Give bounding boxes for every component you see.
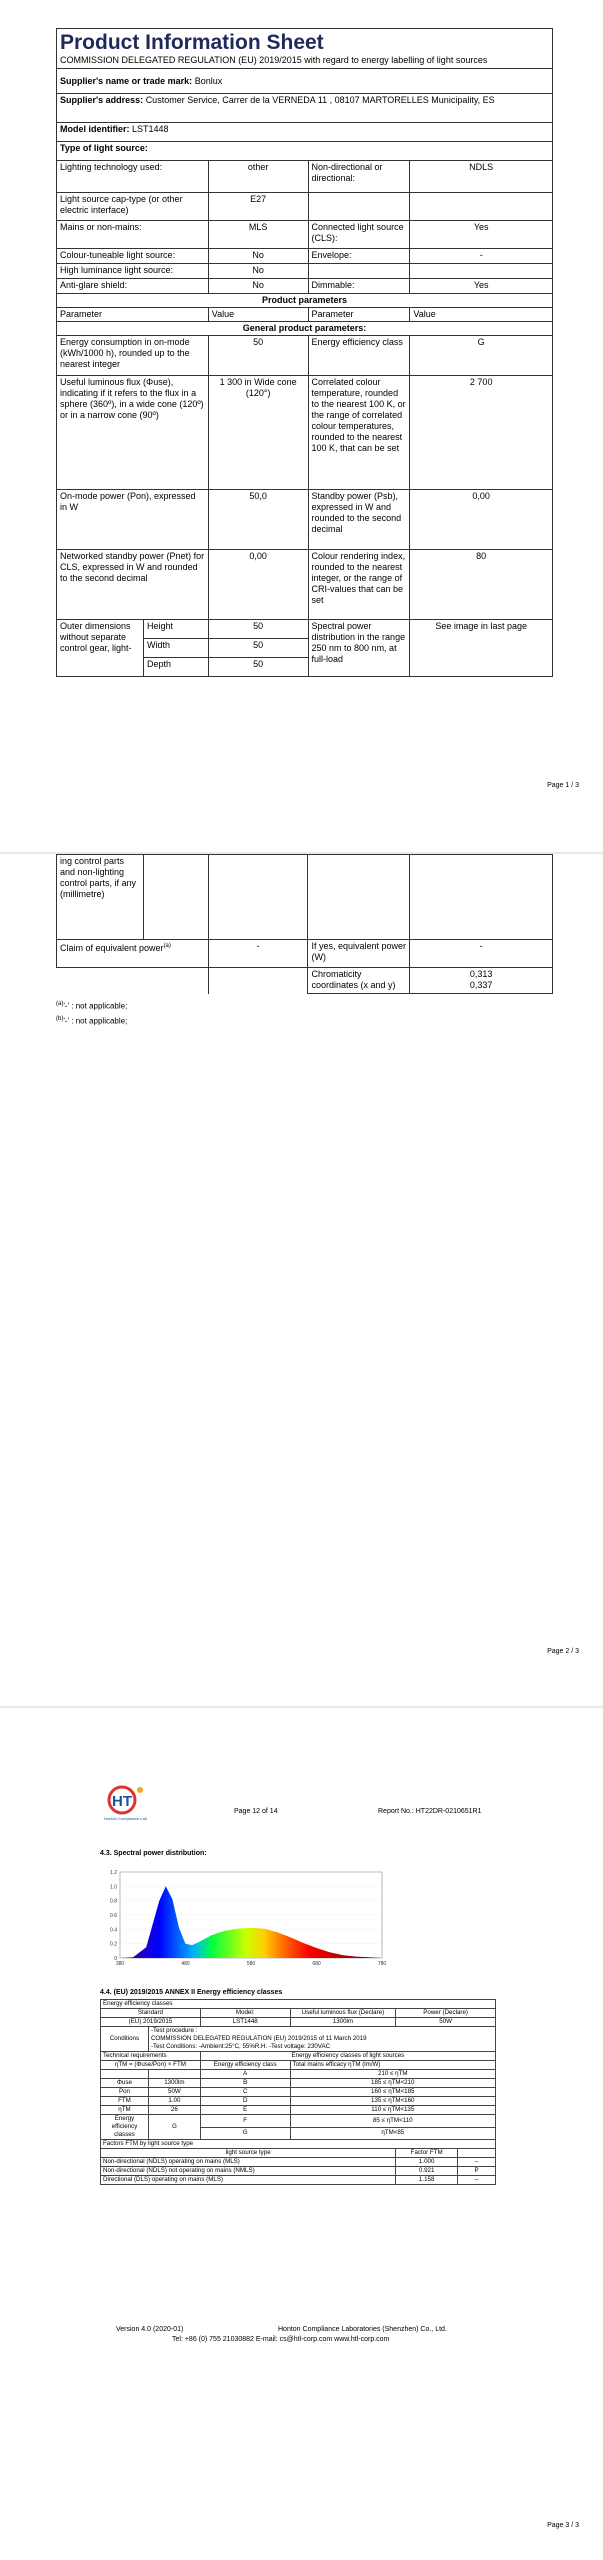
class-row: D — [200, 2097, 290, 2106]
supplier-name-label: Supplier's name or trade mark: — [60, 75, 193, 86]
net-standby-value: 0,00 — [208, 550, 308, 620]
regulation-text: COMMISSION DELEGATED REGULATION (EU) 2019/2015 with regard to energy labelling of light sources — [60, 55, 488, 65]
connected-value: Yes — [410, 221, 553, 249]
outer-dimensions-label: Outer dimensions without separate control gear, light- — [57, 620, 144, 676]
class-row: E — [200, 2106, 290, 2115]
y-tick-label: 0 — [114, 1956, 117, 1962]
equiv-claim-label: Claim of equivalent power — [60, 943, 164, 953]
factors-title: Factors FTM by light source type — [101, 2140, 496, 2149]
page-1 — [0, 0, 603, 852]
param-value: 1.00 — [148, 2097, 200, 2106]
footer-version: Version 4.0 (2020-01) — [116, 2326, 184, 2333]
footer-company: Honton Compliance Laboratories (Shenzhen) Co., Ltd. — [278, 2326, 447, 2333]
power-label: Power (Declare) — [396, 2009, 496, 2018]
col-param-2: Parameter — [308, 308, 410, 322]
directional-value: NDLS — [410, 161, 553, 193]
factor-type: Directional (DLS) operating on mains (MLS) — [101, 2176, 396, 2185]
factor-mark: P — [458, 2167, 496, 2176]
outer-dimensions-cont: ing control parts and non-lighting control parts, if any (millimetre) — [57, 855, 144, 939]
formula: ηTM = (Φuse/Pon) × FTM — [101, 2061, 201, 2070]
conditions-label: Conditions — [101, 2027, 149, 2052]
param-name: Pon — [101, 2088, 149, 2097]
svg-text:HT: HT — [112, 1793, 132, 1810]
class-range: 85 ≤ ηTM<110 — [290, 2115, 495, 2128]
class-row: B — [200, 2079, 290, 2088]
lighting-tech-value: other — [208, 161, 308, 193]
product-info-table — [56, 68, 553, 677]
company-logo — [100, 1782, 160, 1824]
tech-req-label: Technical requirements — [101, 2052, 201, 2061]
flux-label: Useful luminous flux (Φuse), indicating if it refers to the flux in a sphere (360º), in a wide cone (120º) or in a narrow cone (90º) — [57, 376, 209, 490]
on-power-label: On-mode power (Pon), expressed in W — [57, 490, 209, 550]
page-number: Page 1 / 3 — [547, 782, 579, 789]
x-tick-label: 780 — [377, 1961, 387, 1967]
height-label: Height — [144, 620, 208, 638]
standby-label: Standby power (Psb), expressed in W and rounded to the second decimal — [308, 490, 410, 550]
footnote-b: $^{(b)}$'-' : not applicable; — [56, 1015, 128, 1026]
lighting-tech-label: Lighting technology used: — [57, 161, 209, 193]
anti-glare-label: Anti-glare shield: — [57, 279, 209, 294]
model-label: Model identifier: — [60, 124, 130, 134]
logo-text: Honton Compliance Lab — [104, 1816, 147, 1821]
factor-value: 0.921 — [396, 2167, 458, 2176]
ee-result-label: Energy efficiency classes — [101, 2115, 149, 2140]
colour-tune-label: Colour-tuneable light source: — [57, 249, 209, 264]
std-label: Standard — [101, 2009, 201, 2018]
supplier-address: Customer Service, Carrer de la VERNEDA 11 , 08107 MARTORELLES Municipality, ES — [145, 95, 495, 105]
width-label: Width — [144, 638, 208, 657]
ee-heading: 4.4. (EU) 2019/2015 ANNEX II Energy efficiency classes — [100, 1989, 283, 1996]
cap-type-label: Light source cap-type (or other electric interface) — [57, 193, 209, 221]
y-tick-label: 1.2 — [110, 1870, 117, 1876]
class-range: 160 ≤ ηTM<185 — [290, 2088, 495, 2097]
class-range: 135 ≤ ηTM<160 — [290, 2097, 495, 2106]
sheet-header — [56, 28, 553, 68]
width-value: 50 — [209, 638, 308, 657]
param-name: ηTM — [101, 2106, 149, 2115]
mains-label: Mains or non-mains: — [57, 221, 209, 249]
spectral-chart — [100, 1866, 392, 1974]
cri-label: Colour rendering index, rounded to the nearest integer, or the range of CRI-values that can be set — [308, 550, 410, 620]
model-identifier: LST1448 — [132, 124, 169, 134]
flux-label: Useful luminous flux (Declare) — [290, 2009, 396, 2018]
cap-type-value: E27 — [208, 193, 308, 221]
ls-type-col: light source type — [101, 2149, 396, 2158]
factor-type: Non-directional (NDLS) operating on mains (MLS) — [101, 2158, 396, 2167]
dimmable-label: Dimmable: — [308, 279, 410, 294]
class-row: G — [200, 2127, 290, 2140]
chroma-label: Chromaticity coordinates (x and y) — [308, 968, 410, 994]
y-tick-label: 0.4 — [110, 1927, 117, 1934]
general-params-heading: General product parameters: — [57, 322, 553, 336]
directional-label: Non-directional or directional: — [308, 161, 410, 193]
continued-table — [56, 854, 553, 994]
mains-eff-col: Total mains efficacy ηTM (lm/W) — [290, 2061, 495, 2070]
chroma-x: 0,313 — [469, 969, 493, 979]
param-value: 50W — [148, 2088, 200, 2097]
power-value: 50W — [396, 2018, 496, 2027]
ee-class-col: Energy efficiency class — [200, 2061, 290, 2070]
page-3 — [0, 1708, 603, 2560]
footer-contact: Tel: +86 (0) 755 21030882 E-mail: cs@htl-corp.com www.htl-corp.com — [172, 2336, 390, 2343]
y-tick-label: 0.8 — [110, 1898, 117, 1905]
param-name: Φuse — [101, 2079, 149, 2088]
supplier-name: Bonlux — [194, 75, 223, 86]
factor-mark: -- — [458, 2158, 496, 2167]
high-lum-value: No — [208, 264, 308, 279]
class-range: 110 ≤ ηTM<135 — [290, 2106, 495, 2115]
equiv-power-value: - — [410, 940, 553, 968]
dimmable-value: Yes — [410, 279, 553, 294]
y-tick-label: 0.6 — [110, 1913, 117, 1919]
param-name: FTM — [101, 2097, 149, 2106]
factor-value: 1.158 — [396, 2176, 458, 2185]
class-row: A — [200, 2070, 290, 2079]
col-param-1: Parameter — [57, 308, 209, 322]
factor-mark: -- — [458, 2176, 496, 2185]
param-value: 1300lm — [148, 2079, 200, 2088]
y-tick-label: 0.2 — [110, 1941, 117, 1948]
on-power-value: 50,0 — [208, 490, 308, 550]
class-row: C — [200, 2088, 290, 2097]
report-number: Report No.: HT22DR-0210651R1 — [378, 1808, 482, 1815]
x-tick-label: 580 — [246, 1961, 256, 1967]
spectral-value: See image in last page — [410, 620, 553, 677]
envelope-label: Envelope: — [308, 249, 410, 264]
equiv-claim-sup: (a) — [163, 943, 171, 949]
supplier-address-label: Supplier's address: — [60, 95, 144, 105]
height-value: 50 — [209, 620, 308, 638]
factor-col: Factor FTM — [396, 2149, 458, 2158]
ee-result: G — [148, 2115, 200, 2140]
ee-classes-title: Energy efficiency classes — [101, 2000, 496, 2009]
x-tick-label: 380 — [115, 1961, 125, 1967]
product-params-heading: Product parameters — [57, 294, 553, 308]
cond-line-3: -Test Conditions: -Ambient:25°C, 55%R.H. -Test voltage: 230VAC — [150, 2043, 331, 2050]
page-of-text: Page 12 of 14 — [234, 1808, 278, 1815]
y-tick-label: 1.0 — [110, 1884, 117, 1891]
page-2 — [0, 854, 603, 1706]
std-value: (EU) 2019/2015 — [101, 2018, 201, 2027]
factor-type: Non-directional (NDLS) not operating on mains (NMLS) — [101, 2167, 396, 2176]
model-value: LST1448 — [200, 2018, 290, 2027]
depth-value: 50 — [253, 659, 264, 670]
spectrum-area — [120, 1886, 382, 1958]
cri-value: 80 — [410, 550, 553, 620]
envelope-value: - — [410, 249, 553, 264]
flux-value: 1 300 in Wide cone (120°) — [208, 376, 308, 490]
spectral-label: Spectral power distribution in the range 250 nm to 800 nm, at full-load — [308, 620, 410, 677]
class-range: 210 ≤ ηTM — [290, 2070, 495, 2079]
flux-value: 1300lm — [290, 2018, 396, 2027]
efficiency-value: G — [410, 336, 553, 376]
ee-of-ls-label: Energy efficiency classes of light sources — [200, 2052, 495, 2061]
spd-heading: 4.3. Spectral power distribution: — [100, 1850, 207, 1857]
net-standby-label: Networked standby power (Pnet) for CLS, expressed in W and rounded to the second decimal — [57, 550, 209, 620]
page-number: Page 2 / 3 — [547, 1648, 579, 1655]
class-range: ηTM<85 — [290, 2127, 495, 2140]
anti-glare-value: No — [208, 279, 308, 294]
model-label: Model: — [200, 2009, 290, 2018]
energy-efficiency-table — [100, 1999, 496, 2185]
type-heading: Type of light source: — [57, 142, 553, 161]
x-tick-label: 480 — [181, 1961, 190, 1967]
page-title: Product Information Sheet — [60, 31, 324, 54]
col-value-2: Value — [410, 308, 553, 322]
energy-value: 50 — [208, 336, 308, 376]
efficiency-label: Energy efficiency class — [308, 336, 410, 376]
x-tick-label: 680 — [312, 1961, 321, 1967]
cond-line-2: COMMISSION DELEGATED REGULATION (EU) 2019/2015 of 11 March 2019 — [150, 2035, 367, 2042]
page-number: Page 3 / 3 — [547, 2522, 579, 2529]
cct-value: 2 700 — [410, 376, 553, 490]
equiv-claim-value: - — [208, 940, 308, 968]
depth-label: Depth — [147, 659, 172, 670]
cct-label: Correlated colour temperature, rounded to the nearest 100 K, or the range of correlated colour temperatures, rounded to the nearest 100 K, that can be set — [308, 376, 410, 490]
energy-label: Energy consumption in on-mode (kWh/1000 h), rounded up to the nearest integer — [57, 336, 209, 376]
footnote-a: $^{(a)}$'-' : not applicable; — [56, 1001, 128, 1011]
factor-value: 1.000 — [396, 2158, 458, 2167]
colour-tune-value: No — [208, 249, 308, 264]
connected-label: Connected light source (CLS): — [308, 221, 410, 249]
chroma-y: 0,337 — [469, 980, 493, 990]
equiv-power-label: If yes, equivalent power (W) — [308, 940, 410, 968]
param-value: 26 — [148, 2106, 200, 2115]
class-row: F — [200, 2115, 290, 2128]
col-value-1: Value — [208, 308, 308, 322]
standby-value: 0,00 — [410, 490, 553, 550]
cond-line-1: -Test procedure : — [150, 2027, 198, 2034]
class-range: 185 ≤ ηTM<210 — [290, 2079, 495, 2088]
mains-value: MLS — [208, 221, 308, 249]
high-lum-label: High luminance light source: — [57, 264, 209, 279]
